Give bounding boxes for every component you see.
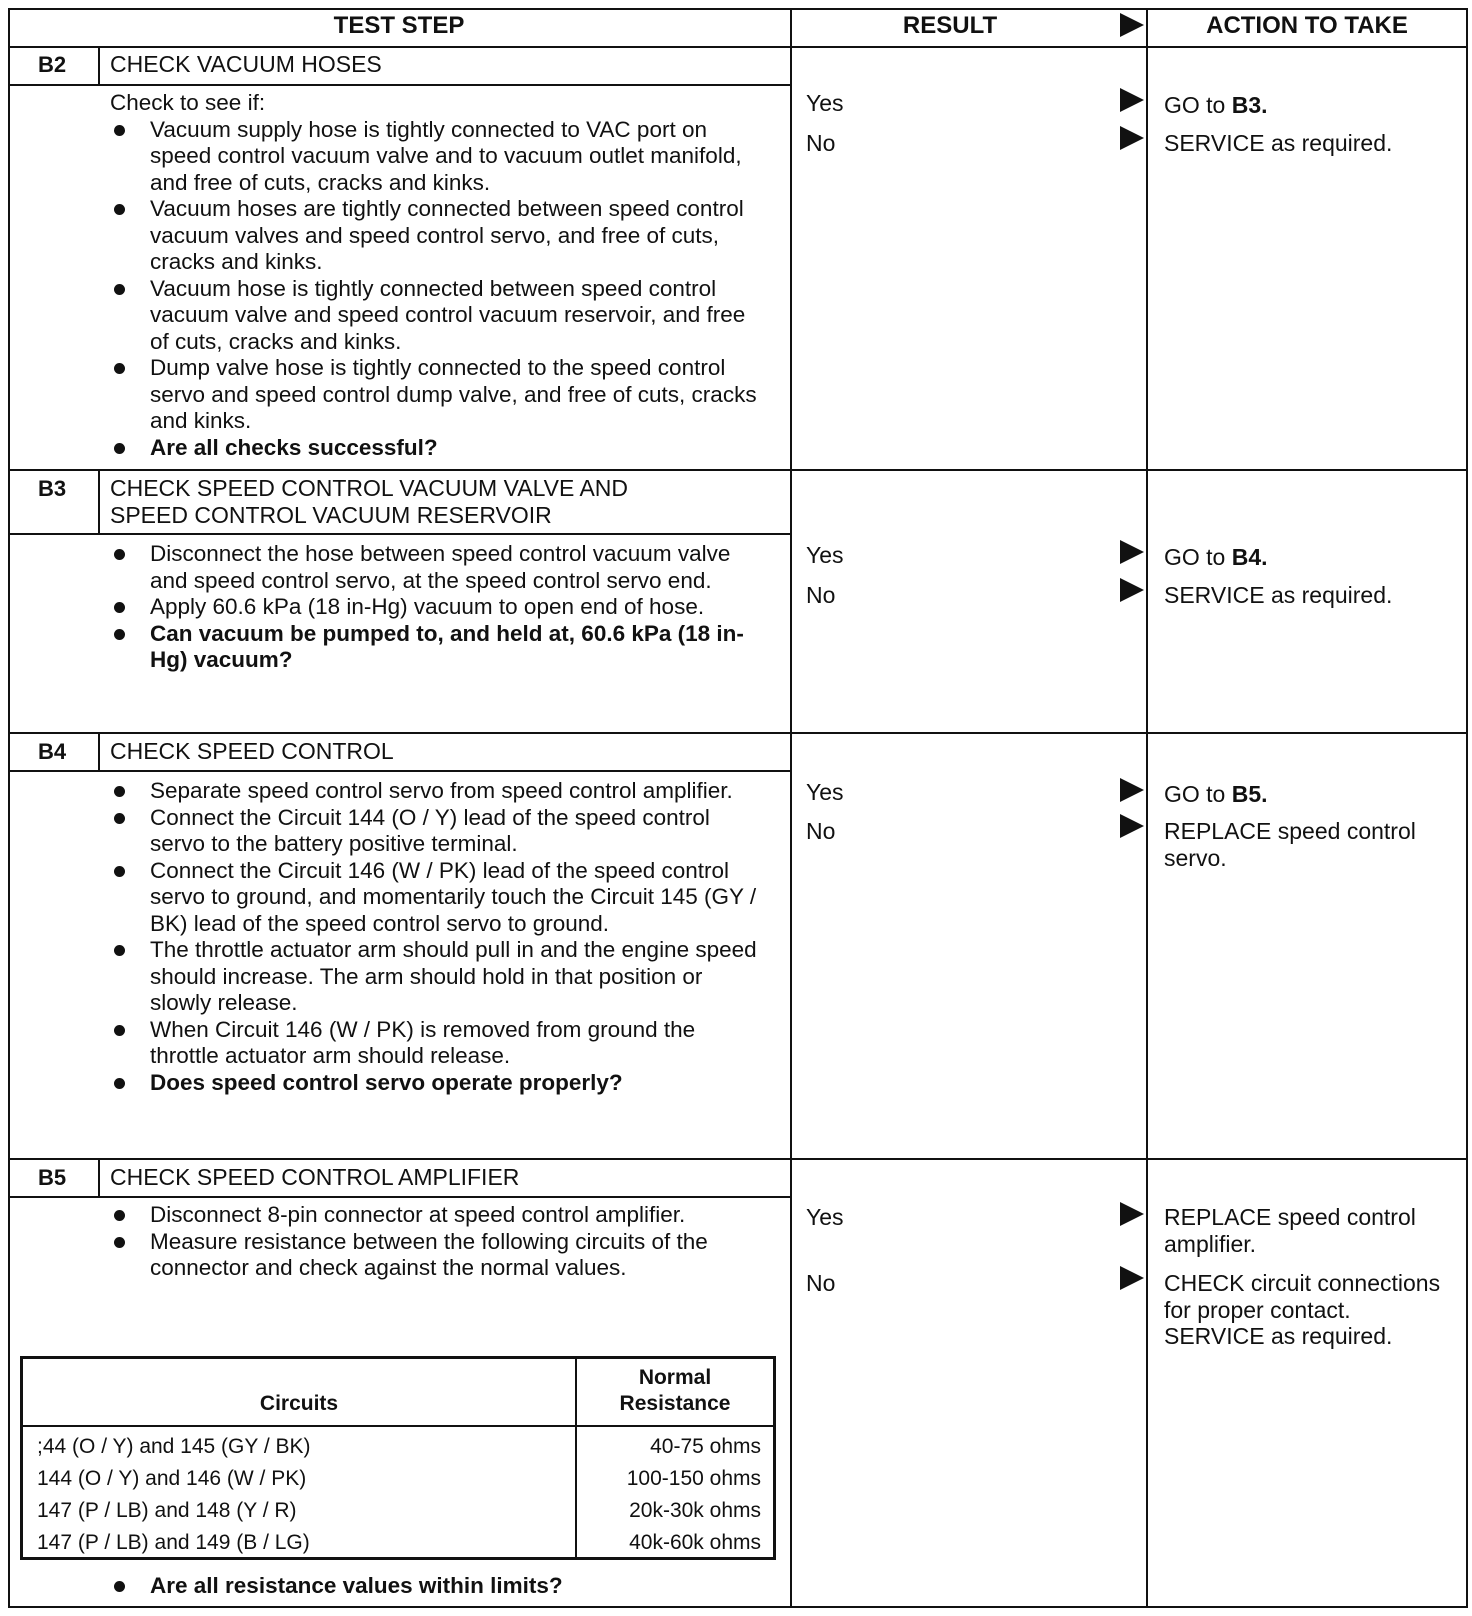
step-question: Are all checks successful? — [110, 435, 760, 462]
header-result: RESULT — [902, 12, 998, 39]
b5-code-divider — [98, 1158, 100, 1197]
step-checklist — [110, 1202, 760, 1282]
col-header-normal: Normal — [638, 1366, 712, 1389]
col-header-circuits: Circuits — [259, 1392, 339, 1415]
step-body — [110, 778, 760, 1096]
table-bottom-border — [8, 1606, 1468, 1608]
table-row-circuits: 144 (O / Y) and 146 (W / PK) — [37, 1467, 307, 1490]
list-item: Measure resistance between the following circuits of the connector and check against the normal values. — [110, 1229, 760, 1282]
arrow-icon — [1120, 1202, 1144, 1226]
arrow-icon — [1120, 814, 1144, 838]
b4-code-divider — [98, 732, 100, 771]
step-question-row — [110, 1573, 760, 1600]
result-column-border — [790, 8, 792, 1608]
b3-code-divider — [98, 469, 100, 534]
result-yes: Yes — [806, 1204, 844, 1230]
step-question: Are all resistance values within limits? — [110, 1573, 760, 1600]
result-no: No — [806, 582, 836, 608]
header-test-step: TEST STEP — [333, 12, 465, 39]
action-yes — [1164, 544, 1464, 571]
arrow-icon — [1120, 1266, 1144, 1290]
arrow-icon — [1120, 88, 1144, 112]
action-no: REPLACE speed control servo. — [1164, 818, 1416, 871]
table-row-value: 40k-60k ohms — [629, 1531, 761, 1554]
list-item: When Circuit 146 (W / PK) is removed from ground the throttle actuator arm should release. — [110, 1017, 760, 1070]
step-code: B4 — [37, 739, 67, 764]
arrow-icon — [1120, 578, 1144, 602]
arrow-icon — [1120, 778, 1144, 802]
step-checklist — [110, 778, 760, 1096]
b3-bottom-border — [8, 732, 1468, 734]
table-row-value: 40-75 ohms — [650, 1435, 761, 1458]
arrow-icon — [1120, 126, 1144, 150]
step-question: Can vacuum be pumped to, and held at, 60.6 kPa (18 in-Hg) vacuum? — [110, 621, 760, 674]
b2-title-underline — [8, 84, 792, 86]
list-item: Separate speed control servo from speed control amplifier. — [110, 778, 760, 805]
action-target: B3. — [1231, 92, 1268, 118]
list-item: The throttle actuator arm should pull in and the engine speed should increase. The arm should hold in that position or slowly release. — [110, 937, 760, 1017]
resistance-table-header-divider — [23, 1425, 773, 1427]
step-checklist — [110, 117, 760, 462]
list-item: Apply 60.6 kPa (18 in-Hg) vacuum to open end of hose. — [110, 594, 760, 621]
table-row-circuits: 147 (P / LB) and 149 (B / LG) — [37, 1531, 310, 1554]
step-checklist — [110, 1573, 760, 1600]
step-intro: Check to see if: — [110, 90, 266, 115]
table-row-circuits: 147 (P / LB) and 148 (Y / R) — [37, 1499, 297, 1522]
result-no: No — [806, 818, 836, 844]
b4-title-underline — [8, 770, 792, 772]
list-item: Disconnect 8-pin connector at speed control amplifier. — [110, 1202, 760, 1229]
action-yes — [1164, 92, 1464, 119]
action-prefix: GO to — [1164, 92, 1232, 118]
header-bottom-border — [8, 46, 1468, 48]
table-right-border — [1466, 8, 1468, 1608]
step-title: CHECK SPEED CONTROL VACUUM VALVE AND SPEED CONTROL VACUUM RESERVOIR — [110, 475, 629, 528]
table-left-border — [8, 8, 10, 1608]
result-no: No — [806, 130, 836, 156]
table-row-value: 100-150 ohms — [626, 1467, 761, 1490]
table-row-circuits: ;44 (O / Y) and 145 (GY / BK) — [37, 1435, 311, 1458]
list-item: Vacuum hoses are tightly connected between speed control vacuum valves and speed control servo, and free of cuts, cracks and kinks. — [110, 196, 760, 276]
col-header-normal-resistance — [577, 1365, 773, 1417]
action-no: CHECK circuit connections for proper contact. SERVICE as required. — [1164, 1270, 1441, 1349]
action-target: B5. — [1231, 781, 1268, 807]
list-item: Vacuum hose is tightly connected between speed control vacuum valve and speed control vacuum reservoir, and free of cuts, cracks and kinks. — [110, 276, 760, 356]
list-item: Vacuum supply hose is tightly connected to VAC port on speed control vacuum valve and to vacuum outlet manifold, and free of cuts, cracks and kinks. — [110, 117, 760, 197]
action-prefix: GO to — [1164, 781, 1232, 807]
resistance-table — [20, 1356, 776, 1560]
step-body — [110, 541, 760, 674]
action-column-border — [1146, 8, 1148, 1608]
result-yes: Yes — [806, 542, 844, 568]
b3-title-underline — [8, 533, 792, 535]
action-no: SERVICE as required. — [1164, 582, 1393, 608]
list-item: Dump valve hose is tightly connected to the speed control servo and speed control dump valve, and free of cuts, cracks and kinks. — [110, 355, 760, 435]
header-action: ACTION TO TAKE — [1206, 12, 1408, 39]
step-body — [110, 90, 760, 461]
step-question: Does speed control servo operate properly? — [110, 1070, 760, 1097]
table-row-value: 20k-30k ohms — [629, 1499, 761, 1522]
action-yes: REPLACE speed control amplifier. — [1164, 1204, 1416, 1257]
action-prefix: GO to — [1164, 544, 1232, 570]
action-no: SERVICE as required. — [1164, 130, 1393, 156]
b5-title-underline — [8, 1196, 792, 1198]
list-item: Disconnect the hose between speed control vacuum valve and speed control servo, at the speed control servo end. — [110, 541, 760, 594]
step-code: B3 — [37, 476, 67, 501]
step-title: CHECK SPEED CONTROL — [110, 738, 394, 764]
list-item: Connect the Circuit 144 (O / Y) lead of the speed control servo to the battery positive terminal. — [110, 805, 760, 858]
header-arrow-icon — [1120, 13, 1144, 37]
action-yes — [1164, 781, 1464, 808]
list-item: Connect the Circuit 146 (W / PK) lead of the speed control servo to ground, and momentarily touch the Circuit 145 (GY / BK) lead of the speed control servo to ground. — [110, 858, 760, 938]
step-body — [110, 1202, 760, 1282]
b2-code-divider — [98, 46, 100, 85]
step-code: B5 — [37, 1165, 67, 1190]
action-target: B4. — [1231, 544, 1268, 570]
step-checklist — [110, 541, 760, 674]
result-yes: Yes — [806, 779, 844, 805]
b2-bottom-border — [8, 469, 1468, 471]
col-header-resistance: Resistance — [619, 1392, 731, 1415]
step-title: CHECK SPEED CONTROL AMPLIFIER — [110, 1164, 520, 1190]
step-title: CHECK VACUUM HOSES — [110, 51, 382, 77]
arrow-icon — [1120, 540, 1144, 564]
step-code: B2 — [37, 52, 67, 77]
table-top-border — [8, 8, 1468, 10]
b4-bottom-border — [8, 1158, 1468, 1160]
result-yes: Yes — [806, 90, 844, 116]
result-no: No — [806, 1270, 836, 1296]
